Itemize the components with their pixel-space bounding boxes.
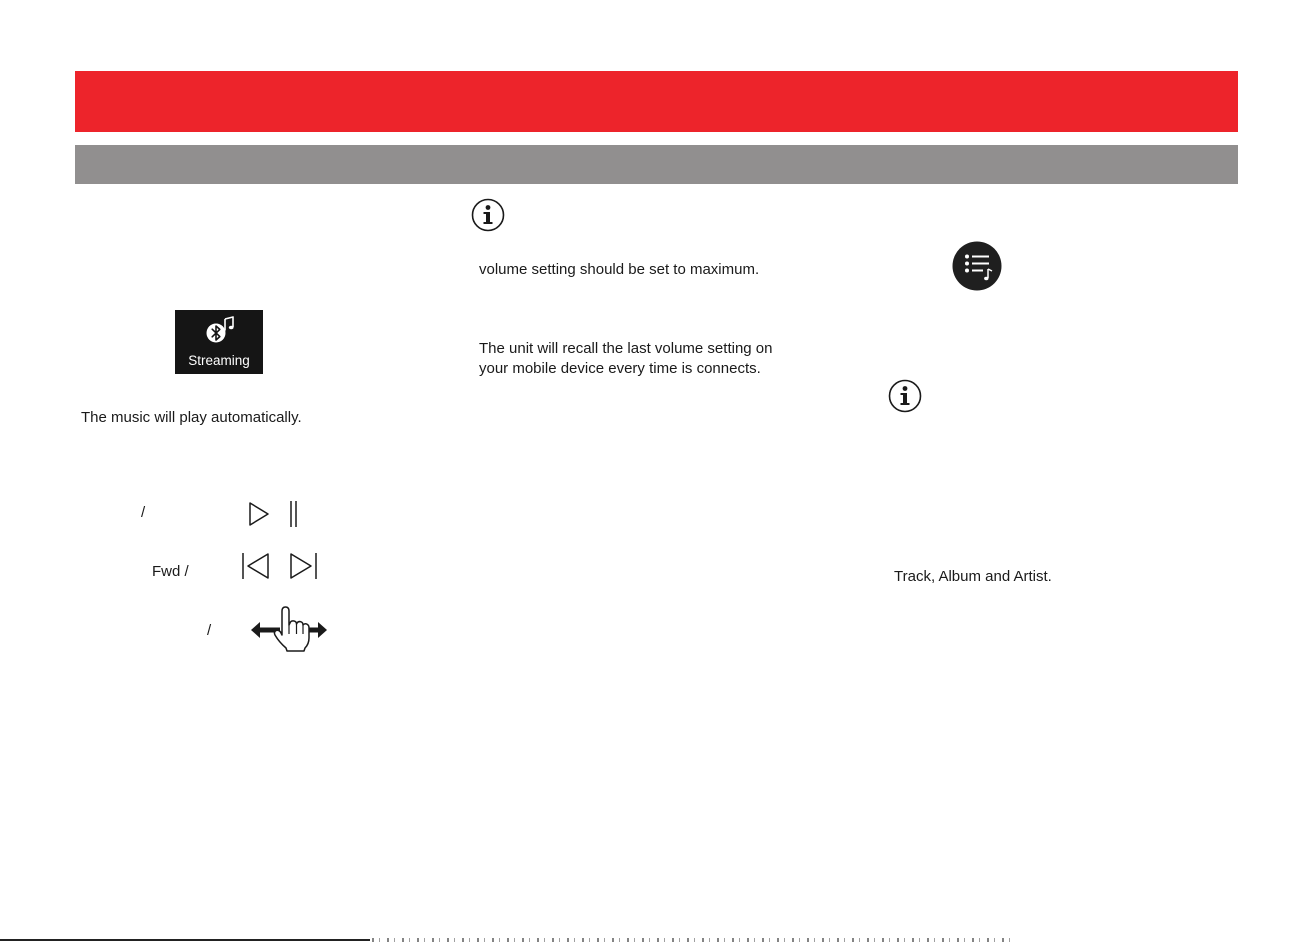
swipe-separator: /: [207, 622, 212, 639]
autoplay-note: The music will play automatically.: [81, 409, 302, 426]
next-track-icon: [289, 552, 319, 585]
recall-note-line-1: The unit will recall the last volume setting on: [479, 340, 773, 357]
playlist-icon: [952, 241, 1002, 296]
skip-label: Fwd /: [152, 563, 189, 580]
bluetooth-streaming-tile: [175, 310, 263, 374]
info-icon: [888, 379, 922, 418]
bottom-cropped-text: [372, 938, 1012, 942]
play-pause-separator: /: [141, 504, 146, 521]
play-icon: [248, 501, 270, 532]
header-band: [75, 71, 1238, 132]
pause-icon: [288, 500, 300, 533]
bottom-rule: [0, 939, 370, 941]
track-info-note: Track, Album and Artist.: [894, 568, 1052, 585]
subheader-band: [75, 145, 1238, 184]
bluetooth-music-icon: [205, 314, 235, 353]
recall-note-line-2: your mobile device every time is connects.: [479, 360, 761, 377]
info-icon: [471, 198, 505, 237]
streaming-label: Streaming: [188, 353, 250, 368]
previous-track-icon: [241, 552, 271, 585]
volume-note: volume setting should be set to maximum.: [479, 261, 760, 278]
swipe-gesture-icon: [250, 605, 328, 658]
